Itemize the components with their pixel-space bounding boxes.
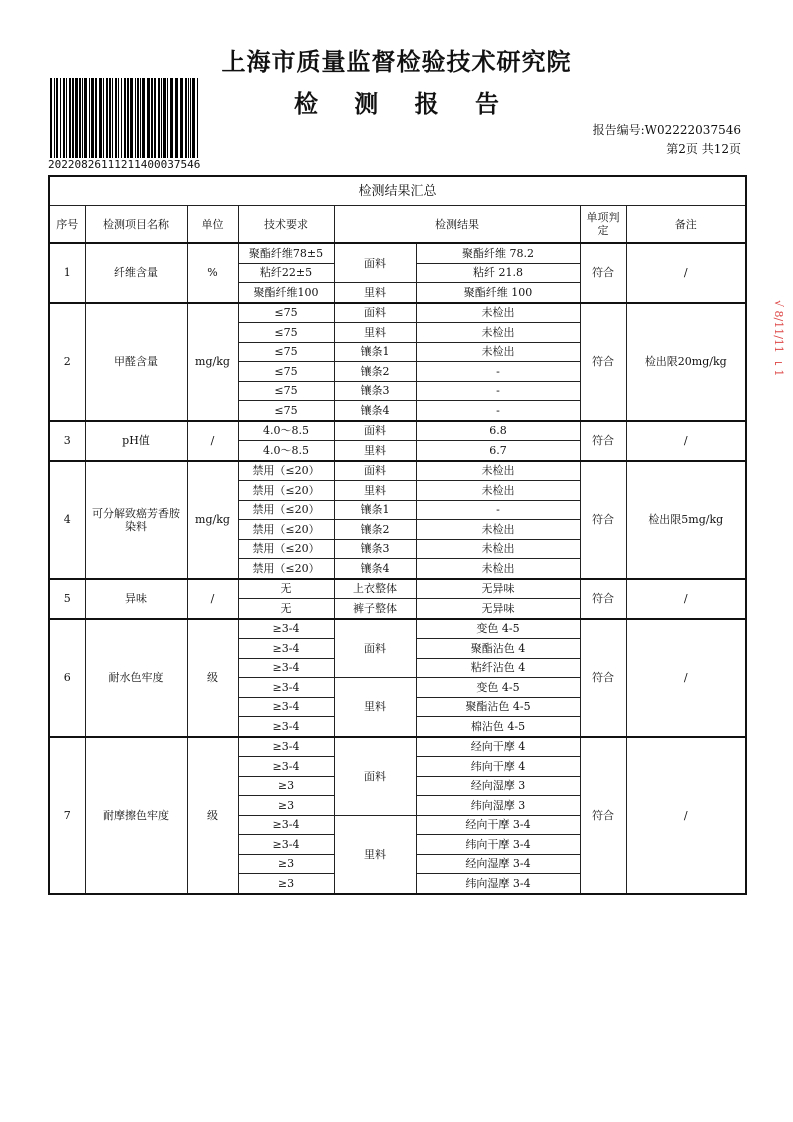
barcode-bar: [175, 78, 178, 158]
cell-result: -: [416, 500, 580, 520]
cell-judgement: 符合: [580, 421, 626, 461]
table-row: [49, 421, 746, 441]
cell-judgement: 符合: [580, 619, 626, 737]
cell-requirement: ≥3-4: [238, 717, 334, 737]
cell-result: 经向干摩 3-4: [416, 815, 580, 835]
cell-result: 纬向湿摩 3: [416, 796, 580, 816]
barcode-bar: [127, 78, 129, 158]
cell-result: 纬向干摩 4: [416, 757, 580, 777]
cell-judgement: 符合: [580, 461, 626, 579]
cell-requirement: ≤75: [238, 323, 334, 343]
cell-result: 纬向干摩 3-4: [416, 835, 580, 855]
cell-requirement: ≥3-4: [238, 815, 334, 835]
barcode-bar: [106, 78, 108, 158]
cell-seq: 6: [49, 619, 85, 737]
cell-requirement: ≥3: [238, 796, 334, 816]
cell-result: 无异味: [416, 599, 580, 619]
cell-requirement: 禁用（≤20）: [238, 520, 334, 540]
cell-part: 里料: [334, 678, 416, 737]
cell-result: 变色 4-5: [416, 619, 580, 639]
cell-result: -: [416, 381, 580, 401]
barcode-bar: [69, 78, 71, 158]
cell-result: 6.8: [416, 421, 580, 441]
barcode-number: 20220826111211400037546: [48, 158, 201, 171]
cell-result: 未检出: [416, 539, 580, 559]
cell-part: 里料: [334, 481, 416, 501]
cell-requirement: 聚酯纤维100: [238, 283, 334, 303]
barcode-bar: [188, 78, 189, 158]
barcode-bar: [72, 78, 74, 158]
cell-unit: mg/kg: [187, 461, 238, 579]
cell-part: 面料: [334, 303, 416, 323]
barcode-bar: [118, 78, 119, 158]
barcode-bar: [192, 78, 195, 158]
page-info: 第2页 共12页: [666, 142, 741, 156]
header-requirement: 技术要求: [238, 206, 334, 244]
cell-requirement: 无: [238, 579, 334, 599]
barcode-bar: [103, 78, 104, 158]
cell-result: 未检出: [416, 342, 580, 362]
cell-seq: 3: [49, 421, 85, 461]
cell-requirement: 禁用（≤20）: [238, 481, 334, 501]
cell-requirement: ≤75: [238, 303, 334, 323]
cell-requirement: ≥3-4: [238, 619, 334, 639]
header-note: 备注: [626, 206, 746, 244]
cell-result: 粘纤沾色 4: [416, 658, 580, 678]
barcode-bar: [163, 78, 166, 158]
results-table: [48, 175, 747, 895]
barcode-bar: [121, 78, 122, 158]
cell-note: /: [626, 619, 746, 737]
barcode-bar: [137, 78, 139, 158]
cell-part: 镶条1: [334, 342, 416, 362]
cell-result: 聚酯纤维 100: [416, 283, 580, 303]
barcode-bar: [115, 78, 117, 158]
cell-item: 耐摩擦色牢度: [85, 737, 187, 894]
cell-requirement: ≥3-4: [238, 639, 334, 659]
cell-note: 检出限5mg/kg: [626, 461, 746, 579]
cell-result: 经向干摩 4: [416, 737, 580, 757]
barcode-bar: [135, 78, 136, 158]
cell-part: 面料: [334, 421, 416, 441]
cell-requirement: 4.0～8.5: [238, 421, 334, 441]
cell-requirement: 禁用（≤20）: [238, 539, 334, 559]
cell-result: 经向湿摩 3-4: [416, 854, 580, 874]
cell-result: 未检出: [416, 461, 580, 481]
table-row: [49, 737, 746, 757]
cell-seq: 1: [49, 243, 85, 303]
cell-result: 无异味: [416, 579, 580, 599]
cell-unit: %: [187, 243, 238, 303]
cell-unit: /: [187, 421, 238, 461]
cell-requirement: 禁用（≤20）: [238, 500, 334, 520]
cell-requirement: ≥3: [238, 854, 334, 874]
barcode-bar: [112, 78, 113, 158]
cell-item: pH值: [85, 421, 187, 461]
barcode-bar: [190, 78, 191, 158]
barcode-bar: [60, 78, 61, 158]
cell-requirement: ≤75: [238, 362, 334, 382]
cell-result: 经向湿摩 3: [416, 776, 580, 796]
cell-result: 未检出: [416, 520, 580, 540]
barcode-bar: [56, 78, 58, 158]
cell-requirement: ≥3-4: [238, 737, 334, 757]
header-judgement: 单项判定: [580, 206, 626, 244]
cell-seq: 5: [49, 579, 85, 619]
cell-note: /: [626, 737, 746, 894]
cell-item: 异味: [85, 579, 187, 619]
report-title: 检 测 报 告: [293, 90, 514, 118]
barcode-bar: [170, 78, 173, 158]
cell-item: 可分解致癌芳香胺染料: [85, 461, 187, 579]
cell-result: 变色 4-5: [416, 678, 580, 698]
cell-part: 镶条4: [334, 559, 416, 579]
cell-item: 甲醛含量: [85, 303, 187, 421]
header-item: 检测项目名称: [85, 206, 187, 244]
cell-part: 镶条2: [334, 520, 416, 540]
cell-seq: 7: [49, 737, 85, 894]
header-seq: 序号: [49, 206, 85, 244]
cell-part: 镶条4: [334, 401, 416, 421]
cell-part: 面料: [334, 243, 416, 283]
cell-note: 检出限20mg/kg: [626, 303, 746, 421]
cell-result: -: [416, 401, 580, 421]
barcode-bar: [109, 78, 111, 158]
cell-requirement: 无: [238, 599, 334, 619]
barcode-bar: [151, 78, 153, 158]
cell-note: /: [626, 579, 746, 619]
cell-part: 里料: [334, 323, 416, 343]
cell-requirement: ≤75: [238, 342, 334, 362]
barcode-bar: [75, 78, 78, 158]
cell-requirement: ≥3: [238, 874, 334, 894]
barcode-bar: [154, 78, 156, 158]
cell-unit: 级: [187, 619, 238, 737]
barcode-bar: [82, 78, 83, 158]
cell-part: 镶条3: [334, 539, 416, 559]
cell-judgement: 符合: [580, 303, 626, 421]
barcode-bar: [130, 78, 133, 158]
cell-unit: mg/kg: [187, 303, 238, 421]
cell-item: 纤维含量: [85, 243, 187, 303]
cell-part: 里料: [334, 441, 416, 461]
cell-result: 粘纤 21.8: [416, 263, 580, 283]
cell-note: /: [626, 421, 746, 461]
barcode-bar: [63, 78, 65, 158]
table-row: [49, 619, 746, 639]
barcode: [50, 78, 200, 158]
barcode-bar: [140, 78, 141, 158]
cell-part: 上衣整体: [334, 579, 416, 599]
cell-seq: 4: [49, 461, 85, 579]
barcode-bar: [54, 78, 55, 158]
cell-requirement: ≥3-4: [238, 678, 334, 698]
cell-result: 棉沾色 4-5: [416, 717, 580, 737]
report-number: 报告编号:W02222037546: [592, 123, 741, 137]
cell-item: 耐水色牢度: [85, 619, 187, 737]
barcode-bar: [167, 78, 168, 158]
cell-result: 聚酯纤维 78.2: [416, 243, 580, 263]
cell-unit: /: [187, 579, 238, 619]
cell-part: 里料: [334, 283, 416, 303]
cell-part: 面料: [334, 619, 416, 678]
cell-judgement: 符合: [580, 579, 626, 619]
cell-part: 里料: [334, 815, 416, 894]
cell-part: 镶条1: [334, 500, 416, 520]
table-row: [49, 303, 746, 323]
header-result: 检测结果: [334, 206, 580, 244]
cell-requirement: ≥3-4: [238, 697, 334, 717]
cell-requirement: ≥3-4: [238, 757, 334, 777]
cell-unit: 级: [187, 737, 238, 894]
cell-requirement: ≥3-4: [238, 835, 334, 855]
header-unit: 单位: [187, 206, 238, 244]
cell-part: 镶条3: [334, 381, 416, 401]
cell-result: -: [416, 362, 580, 382]
barcode-bar: [91, 78, 94, 158]
barcode-bar: [180, 78, 183, 158]
cell-result: 未检出: [416, 559, 580, 579]
cell-result: 未检出: [416, 323, 580, 343]
barcode-bar: [79, 78, 81, 158]
cell-result: 6.7: [416, 441, 580, 461]
cell-result: 未检出: [416, 481, 580, 501]
cell-requirement: ≤75: [238, 381, 334, 401]
barcode-bar: [142, 78, 145, 158]
cell-part: 面料: [334, 737, 416, 816]
barcode-bar: [95, 78, 97, 158]
barcode-bar: [161, 78, 162, 158]
cell-requirement: 禁用（≤20）: [238, 461, 334, 481]
cell-judgement: 符合: [580, 737, 626, 894]
cell-result: 聚酯沾色 4: [416, 639, 580, 659]
barcode-bar: [124, 78, 126, 158]
cell-result: 未检出: [416, 303, 580, 323]
cell-requirement: 禁用（≤20）: [238, 559, 334, 579]
barcode-bar: [158, 78, 160, 158]
cell-part: 镶条2: [334, 362, 416, 382]
cell-requirement: 粘纤22±5: [238, 263, 334, 283]
barcode-bar: [89, 78, 90, 158]
cell-result: 聚酯沾色 4-5: [416, 697, 580, 717]
cell-requirement: ≤75: [238, 401, 334, 421]
table-row: [49, 461, 746, 481]
table-row: [49, 243, 746, 263]
cell-requirement: 聚酯纤维78±5: [238, 243, 334, 263]
cell-part: 面料: [334, 461, 416, 481]
barcode-bar: [185, 78, 187, 158]
cell-note: /: [626, 243, 746, 303]
barcode-bar: [99, 78, 102, 158]
barcode-bar: [50, 78, 52, 158]
side-note: √ 8/11/11 ⌐1: [772, 300, 785, 377]
cell-requirement: ≥3: [238, 776, 334, 796]
cell-requirement: 4.0～8.5: [238, 441, 334, 461]
barcode-bar: [147, 78, 150, 158]
table-caption: 检测结果汇总: [49, 176, 746, 206]
barcode-bar: [84, 78, 87, 158]
institute-name: 上海市质量监督检验技术研究院: [221, 48, 572, 76]
barcode-bar: [197, 78, 198, 158]
table-row: [49, 579, 746, 599]
cell-seq: 2: [49, 303, 85, 421]
cell-requirement: ≥3-4: [238, 658, 334, 678]
cell-judgement: 符合: [580, 243, 626, 303]
barcode-bar: [66, 78, 67, 158]
cell-result: 纬向湿摩 3-4: [416, 874, 580, 894]
cell-part: 裤子整体: [334, 599, 416, 619]
